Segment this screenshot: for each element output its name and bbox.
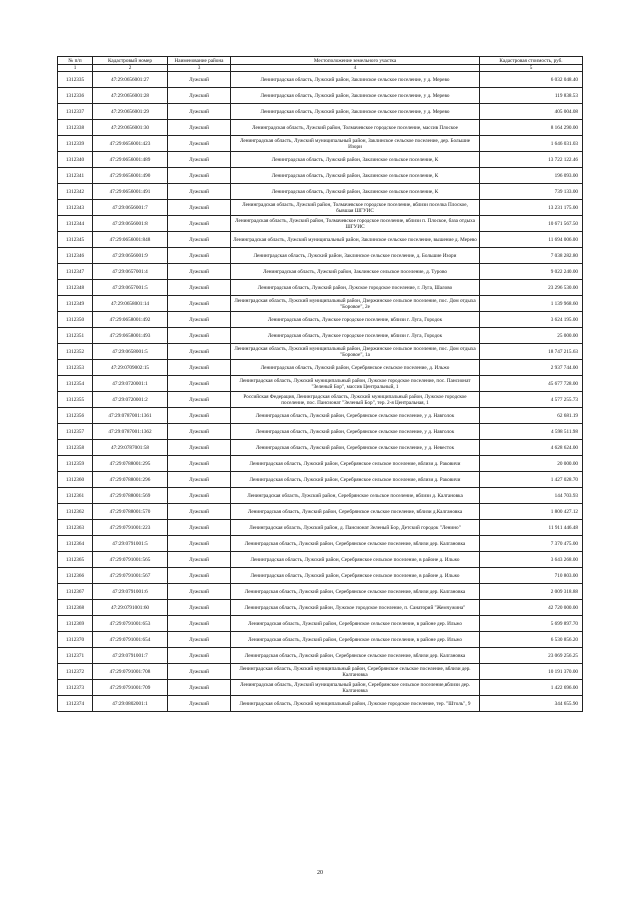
location-cell: Ленинградская область, Лужский район, Серебрянское сельское поселение, вблизи д. Раковичи [231,456,480,472]
table-row [58,88,583,104]
cadastral-value-cell: 5 699 897.70 [480,616,583,632]
table-row [58,600,583,616]
location-cell: Ленинградская область, Лужский муниципальный район, Заклинское сельское поселение, дер. Большие Изори [231,136,480,152]
row-number-cell: 1312360 [58,472,93,488]
district-cell: Лужский [168,568,231,584]
location-cell: Ленинградская область, Лужский район, Заклинское сельское поселение, К [231,184,480,200]
district-cell: Лужский [168,632,231,648]
row-number-cell: 1312368 [58,600,93,616]
table-row [58,552,583,568]
location-cell: Ленинградская область, Лужский район, Заклинское сельское поселение, К [231,152,480,168]
cadastral-number-cell: 47:29:0656001:30 [93,120,168,136]
location-cell: Ленинградская область, Лужское городское поселение, вблизи г. Луга, Городок [231,328,480,344]
cadastral-number-cell: 47:29:0658001:493 [93,328,168,344]
cadastral-number-cell: 47:29:0791001:567 [93,568,168,584]
cadastral-number-cell: 47:29:0791001:60 [93,600,168,616]
cadastral-value-cell: 18 747 215.63 [480,344,583,360]
location-cell: Ленинградская область, Лужский район, Лужское городское поселение, п. Санаторий "Жемчужина" [231,600,480,616]
district-cell: Лужский [168,696,231,712]
cadastral-value-cell: 25 000.00 [480,328,583,344]
row-number-cell: 1312351 [58,328,93,344]
district-cell: Лужский [168,184,231,200]
cadastral-value-cell: 4 577 255.73 [480,392,583,408]
table-row [58,504,583,520]
cadastral-value-cell: 196 093.00 [480,168,583,184]
district-cell: Лужский [168,136,231,152]
cadastral-value-cell: 62 681.19 [480,408,583,424]
table-row [58,280,583,296]
district-cell: Лужский [168,392,231,408]
cadastral-value-cell: 11 911 446.48 [480,520,583,536]
district-cell: Лужский [168,232,231,248]
table-row [58,184,583,200]
table-row [58,456,583,472]
row-number-cell: 1312370 [58,632,93,648]
table-header [58,57,583,72]
cadastral-number-cell: 47:29:0656001:29 [93,104,168,120]
district-cell: Лужский [168,504,231,520]
location-cell: Ленинградская область, Лужский район, Серебрянское сельское поселение, вблизи д.Калгановка [231,504,480,520]
table-row [58,664,583,680]
cadastral-number-cell: 47:29:0788001:296 [93,472,168,488]
table-row [58,232,583,248]
row-number-cell: 1312336 [58,88,93,104]
cadastral-number-cell: 47:29:0791001:5 [93,536,168,552]
row-number-cell: 1312337 [58,104,93,120]
cadastral-number-cell: 47:29:0656001:423 [93,136,168,152]
cadastral-number-cell: 47:29:0656001:489 [93,152,168,168]
table-row [58,408,583,424]
cadastral-value-cell: 23 069 256.25 [480,648,583,664]
table-row [58,424,583,440]
cadastral-value-cell: 710 803.00 [480,568,583,584]
cadastral-value-cell: 119 838.53 [480,88,583,104]
row-number-cell: 1312359 [58,456,93,472]
cadastral-value-cell: 8 164 290.00 [480,120,583,136]
table-row [58,200,583,216]
row-number-cell: 1312366 [58,568,93,584]
location-cell: Ленинградская область, Лужский район, Серебрянское сельское поселение, вблизи д. Раковичи [231,472,480,488]
cadastral-number-cell: 47:29:0656001:491 [93,184,168,200]
cadastral-value-cell: 7 370 475.00 [480,536,583,552]
district-cell: Лужский [168,360,231,376]
cadastral-number-cell: 47:29:0657001:5 [93,280,168,296]
table-row [58,344,583,360]
district-cell: Лужский [168,424,231,440]
row-number-cell: 1312345 [58,232,93,248]
district-cell: Лужский [168,344,231,360]
row-number-cell: 1312363 [58,520,93,536]
cadastral-value-cell: 9 022 240.00 [480,264,583,280]
location-cell: Ленинградская область, Лужский муниципальный район, Дзержинское сельское поселение, пос. Дом отдыха "Боровое", 1а [231,344,480,360]
cadastral-number-cell: 47:29:0791001:653 [93,616,168,632]
district-cell: Лужский [168,440,231,456]
row-number-cell: 1312354 [58,376,93,392]
location-cell: Ленинградская область, Лужский район, Серебрянское сельское поселение, вблизи д. Калгановка [231,488,480,504]
location-cell: Ленинградская область, Лужский муниципальный район, Серебрянское сельское поселение, вблизи дер. Калгановка [231,664,480,680]
table-row [58,648,583,664]
table-row [58,584,583,600]
location-cell: Ленинградская область, Лужский муниципальный район, Лужское городское поселение, тер. "Штоль", 9 [231,696,480,712]
table-row [58,152,583,168]
cadastral-number-cell: 47:29:0656001:8 [93,216,168,232]
location-cell: Ленинградская область, Лужский район, Серебрянское сельское поселение, вблизи дер. Калгановка [231,648,480,664]
district-cell: Лужский [168,488,231,504]
table-row [58,616,583,632]
location-cell: Ленинградская область, Лужский муниципальный район, Серебрянское сельское поселение,вблизи дер. Калгановка [231,680,480,696]
table-row [58,248,583,264]
cadastral-number-cell: 47:29:0791001:708 [93,664,168,680]
cadastral-value-cell: 1 800 427.12 [480,504,583,520]
cadastral-number-cell: 47:29:0791001:654 [93,632,168,648]
cadastral-value-cell: 13 722 122.46 [480,152,583,168]
location-cell: Ленинградская область, Лужский муниципальный район, Дзержинское сельское поселение, пос. Дом отдыха "Боровое", 2е [231,296,480,312]
column-number: 1 [58,65,93,72]
cadastral-number-cell: 47:29:0787001:1361 [93,408,168,424]
cadastral-value-cell: 42 720 000.00 [480,600,583,616]
column-header: Кадастровая стоимость, руб. [480,57,583,65]
row-number-cell: 1312346 [58,248,93,264]
district-cell: Лужский [168,200,231,216]
cadastral-number-cell: 47:29:0791001:709 [93,680,168,696]
location-cell: Ленинградская область, Лужский муниципальный район, Заклинское сельское поселение, вышение д. Мерево [231,232,480,248]
district-cell: Лужский [168,88,231,104]
cadastral-number-cell: 47:29:0788001:295 [93,456,168,472]
location-cell: Ленинградская область, Лужский район, Серебрянское сельское поселение, вблизи дер. Калгановка [231,536,480,552]
document-page [57,56,582,712]
location-cell: Ленинградская область, Лужский район, Толмачевское городское поселение, вблизи п. Плоское, база отдыха ШГУИС [231,216,480,232]
column-number: 3 [168,65,231,72]
location-cell: Ленинградская область, Лужский район, Толмачевское городское поселение, массив Плоское [231,120,480,136]
cadastral-value-cell: 4 628 624.00 [480,440,583,456]
location-cell: Ленинградская область, Лужский район, Серебрянское сельское поселение, у д. Навголок [231,408,480,424]
district-cell: Лужский [168,616,231,632]
location-cell: Ленинградская область, Лужский район, Заклинское сельское поселение, К [231,168,480,184]
cadastral-value-cell: 344 655.90 [480,696,583,712]
row-number-cell: 1312343 [58,200,93,216]
cadastral-number-cell: 47:29:0791001:7 [93,648,168,664]
row-number-cell: 1312364 [58,536,93,552]
cadastral-number-cell: 47:29:0656001:28 [93,88,168,104]
table-row [58,136,583,152]
district-cell: Лужский [168,680,231,696]
row-number-cell: 1312361 [58,488,93,504]
table-row [58,120,583,136]
location-cell: Ленинградская область, Лужский район, Заклинское сельское поселение, у д. Мерево [231,72,480,88]
page-number: 20 [317,870,323,876]
district-cell: Лужский [168,520,231,536]
row-number-cell: 1312358 [58,440,93,456]
district-cell: Лужский [168,472,231,488]
cadastral-value-cell: 23 296 530.00 [480,280,583,296]
cadastral-number-cell: 47:29:0791001:565 [93,552,168,568]
row-number-cell: 1312349 [58,296,93,312]
district-cell: Лужский [168,104,231,120]
location-cell: Ленинградская область, Лужский район, Серебрянское сельское поселение, у д. Навголок [231,424,480,440]
row-number-cell: 1312356 [58,408,93,424]
cadastral-number-cell: 47:29:0787001:58 [93,440,168,456]
table-row [58,680,583,696]
district-cell: Лужский [168,648,231,664]
cadastral-value-cell: 2 937 744.00 [480,360,583,376]
row-number-cell: 1312348 [58,280,93,296]
location-cell: Ленинградская область, Лужский район, Серебрянское сельское поселение, д. Ильжо [231,360,480,376]
row-number-cell: 1312342 [58,184,93,200]
column-number: 2 [93,65,168,72]
row-number-cell: 1312374 [58,696,93,712]
cadastral-number-cell: 47:29:0657001:4 [93,264,168,280]
row-number-cell: 1312353 [58,360,93,376]
row-number-cell: 1312344 [58,216,93,232]
row-number-cell: 1312347 [58,264,93,280]
row-number-cell: 1312365 [58,552,93,568]
cadastral-value-cell: 405 004.08 [480,104,583,120]
cadastral-number-cell: 47:29:0720001:1 [93,376,168,392]
cadastral-value-cell: 4 598 511.98 [480,424,583,440]
column-header: Кадастровый номер [93,57,168,65]
cadastral-value-table [57,56,583,712]
cadastral-number-cell: 47:29:0791001:6 [93,584,168,600]
row-number-cell: 1312357 [58,424,93,440]
table-row [58,328,583,344]
location-cell: Ленинградская область, Лужский район, Серебрянское сельское поселение, в районе дер. Ильжо [231,616,480,632]
district-cell: Лужский [168,296,231,312]
location-cell: Ленинградская область, Лужский район, Серебрянское сельское поселение, в районе дер. Ильжо [231,632,480,648]
cadastral-value-cell: 10 191 370.00 [480,664,583,680]
table-row [58,632,583,648]
cadastral-number-cell: 47:29:0658001:5 [93,344,168,360]
location-cell: Ленинградская область, Лужское городское поселение, вблизи г. Луга, Городок [231,312,480,328]
column-header: № п/п [58,57,93,65]
location-cell: Ленинградская область, Лужский район, Заклинское сельское поселение, д. Турово [231,264,480,280]
location-cell: Ленинградская область, Лужский район, Заклинское сельское поселение, у д. Мерево [231,88,480,104]
location-cell: Ленинградская область, Лужский район, Лужское городское поселение, г. Луга, Шалово [231,280,480,296]
cadastral-value-cell: 3 643 268.00 [480,552,583,568]
cadastral-value-cell: 45 677 728.00 [480,376,583,392]
table-row [58,568,583,584]
column-header: Наименование района [168,57,231,65]
cadastral-value-cell: 3 624 195.00 [480,312,583,328]
row-number-cell: 1312369 [58,616,93,632]
cadastral-number-cell: 47:29:0788001:570 [93,504,168,520]
cadastral-value-cell: 739 133.00 [480,184,583,200]
cadastral-value-cell: 10 671 567.50 [480,216,583,232]
location-cell: Российская Федерация, Ленинградская область, Лужский муниципальный район, Лужское городское поселение, пос. Пансионат "Зеленый Бор", тер. 2-я Центральная, 1 [231,392,480,408]
table-row [58,520,583,536]
cadastral-number-cell: 47:29:0656001:9 [93,248,168,264]
cadastral-number-cell: 47:29:0656001:490 [93,168,168,184]
row-number-cell: 1312372 [58,664,93,680]
cadastral-number-cell: 47:29:0656001:27 [93,72,168,88]
district-cell: Лужский [168,216,231,232]
district-cell: Лужский [168,280,231,296]
cadastral-value-cell: 11 694 006.00 [480,232,583,248]
cadastral-value-cell: 7 038 282.80 [480,248,583,264]
cadastral-value-cell: 2 009 318.88 [480,584,583,600]
row-number-cell: 1312362 [58,504,93,520]
row-number-cell: 1312373 [58,680,93,696]
cadastral-value-cell: 144 703.93 [480,488,583,504]
cadastral-value-cell: 13 231 175.00 [480,200,583,216]
district-cell: Лужский [168,120,231,136]
location-cell: Ленинградская область, Лужский район, д. Пансионат Зеленый Бор, Детский городок "Ленино" [231,520,480,536]
district-cell: Лужский [168,264,231,280]
cadastral-value-cell: 1 422 696.00 [480,680,583,696]
table-row [58,440,583,456]
table-row [58,312,583,328]
location-cell: Ленинградская область, Лужский район, Серебрянское сельское поселение, у д. Невесток [231,440,480,456]
column-header: Местоположение земельного участка [231,57,480,65]
district-cell: Лужский [168,584,231,600]
row-number-cell: 1312339 [58,136,93,152]
district-cell: Лужский [168,152,231,168]
row-number-cell: 1312340 [58,152,93,168]
cadastral-value-cell: 1 646 031.03 [480,136,583,152]
table-row [58,488,583,504]
row-number-cell: 1312367 [58,584,93,600]
table-row [58,536,583,552]
cadastral-number-cell: 47:29:0656001:7 [93,200,168,216]
row-number-cell: 1312338 [58,120,93,136]
row-number-cell: 1312350 [58,312,93,328]
location-cell: Ленинградская область, Лужский район, Серебрянское сельское поселение, вблизи дер. Калгановка [231,584,480,600]
column-number: 5 [480,65,583,72]
table-row [58,216,583,232]
location-cell: Ленинградская область, Лужский район, Заклинское сельское поселение, у д. Мерево [231,104,480,120]
row-number-cell: 1312355 [58,392,93,408]
cadastral-number-cell: 47:29:0802001:1 [93,696,168,712]
cadastral-number-cell: 47:29:0788001:569 [93,488,168,504]
district-cell: Лужский [168,552,231,568]
table-row [58,696,583,712]
district-cell: Лужский [168,328,231,344]
row-number-cell: 1312371 [58,648,93,664]
cadastral-number-cell: 47:29:0656001:848 [93,232,168,248]
cadastral-value-cell: 1 427 028.70 [480,472,583,488]
district-cell: Лужский [168,248,231,264]
district-cell: Лужский [168,600,231,616]
table-row [58,168,583,184]
column-number: 4 [231,65,480,72]
location-cell: Ленинградская область, Лужский муниципальный район, Лужское городское поселение, пос. Пансионат "Зеленый Бор", массив Центральный, 1 [231,376,480,392]
table-row [58,392,583,408]
district-cell: Лужский [168,72,231,88]
table-body [58,72,583,712]
district-cell: Лужский [168,312,231,328]
table-row [58,472,583,488]
cadastral-number-cell: 47:29:0658001:492 [93,312,168,328]
table-row [58,72,583,88]
table-row [58,376,583,392]
table-row [58,264,583,280]
cadastral-value-cell: 20 000.00 [480,456,583,472]
district-cell: Лужский [168,456,231,472]
location-cell: Ленинградская область, Лужский район, Серебрянское сельское поселение, в районе д. Ильжо [231,568,480,584]
row-number-cell: 1312341 [58,168,93,184]
district-cell: Лужский [168,536,231,552]
table-row [58,104,583,120]
district-cell: Лужский [168,376,231,392]
cadastral-value-cell: 6 032 048.40 [480,72,583,88]
cadastral-number-cell: 47:29:0658001:14 [93,296,168,312]
location-cell: Ленинградская область, Лужский район, Толмачевское городское поселение, вблизи поселка Плоское, бывшая ШГУИС [231,200,480,216]
row-number-cell: 1312352 [58,344,93,360]
row-number-cell: 1312335 [58,72,93,88]
cadastral-value-cell: 6 530 856.20 [480,632,583,648]
cadastral-value-cell: 1 139 968.60 [480,296,583,312]
location-cell: Ленинградская область, Лужский район, Серебрянское сельское поселение, в районе д. Ильжо [231,552,480,568]
table-row [58,296,583,312]
district-cell: Лужский [168,408,231,424]
cadastral-number-cell: 47:29:0787001:1362 [93,424,168,440]
cadastral-number-cell: 47:29:0709002:15 [93,360,168,376]
location-cell: Ленинградская область, Лужский район, Заклинское сельское поселение, д. Большие Изори [231,248,480,264]
district-cell: Лужский [168,168,231,184]
district-cell: Лужский [168,664,231,680]
cadastral-number-cell: 47:29:0791001:223 [93,520,168,536]
table-row [58,360,583,376]
cadastral-number-cell: 47:29:0720001:2 [93,392,168,408]
